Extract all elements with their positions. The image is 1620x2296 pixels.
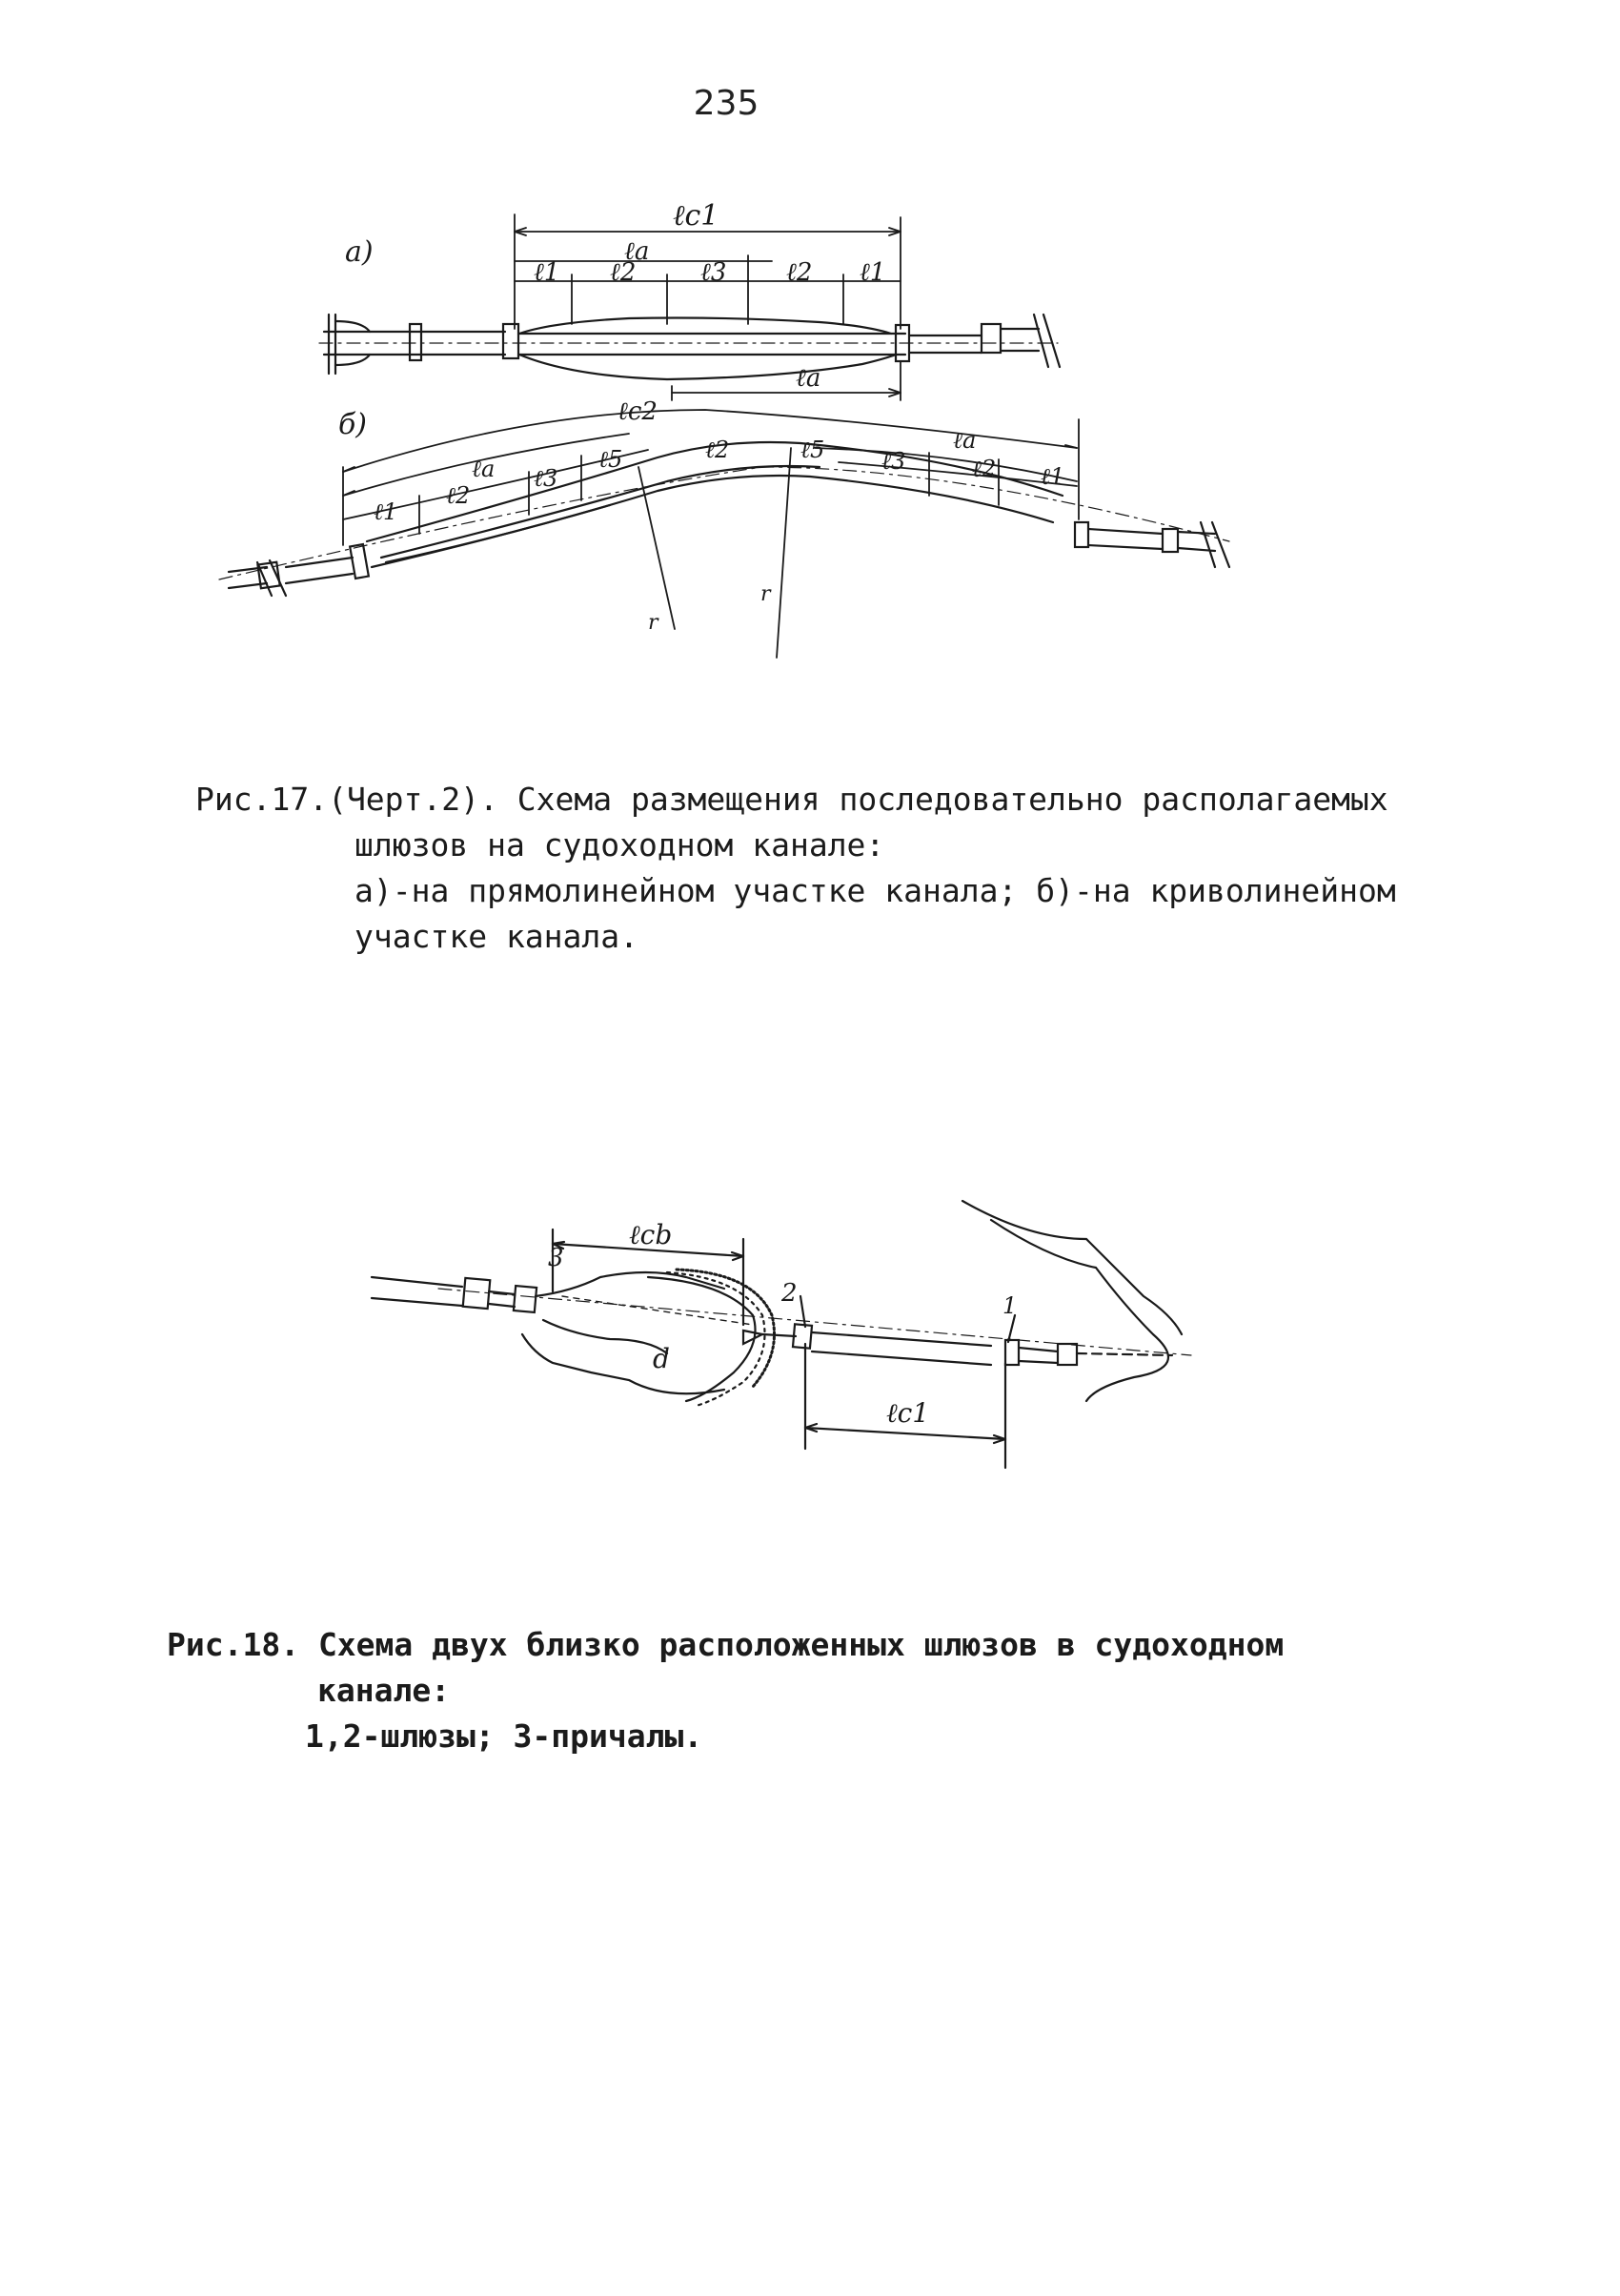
label-b-l5-left: ℓ5 <box>598 446 623 473</box>
label-r-left: r <box>648 611 658 635</box>
fig18-label-2: 2 <box>781 1279 798 1308</box>
label-l3: ℓ3 <box>700 258 727 287</box>
caption-17-line-3: а)-на прямолинейном участке канала; б)-на криволинейном <box>354 872 1396 909</box>
caption-18-line-3: 1,2-шлюзы; 3-причалы. <box>305 1717 703 1755</box>
label-b-l5-right: ℓ5 <box>800 437 825 463</box>
panel-b-canal <box>219 442 1229 596</box>
panel-a-canal <box>319 315 1060 379</box>
label-r-right: r <box>760 582 771 606</box>
figure-18-diagram <box>0 1144 1620 1544</box>
label-b-l3-left: ℓ3 <box>534 465 558 492</box>
label-lc1: ℓc1 <box>673 199 719 233</box>
label-b-l2-mid: ℓ2 <box>705 437 730 463</box>
fig18-label-d: d <box>653 1343 670 1374</box>
caption-18-line-1: Рис.18. Схема двух близко расположенных шлюзов в судоходном <box>167 1626 1285 1663</box>
caption-17-line-2: шлюзов на судоходном канале: <box>354 826 885 864</box>
fig18-label-3: 3 <box>548 1244 564 1272</box>
fig18-label-lc1: ℓc1 <box>886 1397 930 1429</box>
label-b-la-right: ℓa <box>953 427 977 454</box>
figure-18-caption <box>167 1622 1284 1759</box>
label-b-l1-left: ℓ1 <box>374 498 398 525</box>
fig18-label-1: 1 <box>1002 1292 1018 1319</box>
label-l2-left: ℓ2 <box>610 258 637 287</box>
label-lc2: ℓc2 <box>618 397 658 426</box>
caption-18-line-2: канале: <box>317 1672 451 1709</box>
label-la-bottom: ℓa <box>796 364 821 393</box>
label-l2-right: ℓ2 <box>786 258 813 287</box>
label-l1-left: ℓ1 <box>534 258 560 287</box>
label-la-top: ℓa <box>624 237 650 266</box>
label-b-l2-left: ℓ2 <box>446 482 471 509</box>
label-l1-right: ℓ1 <box>860 258 886 287</box>
caption-17-line-1: Рис.17.(Черт.2). Схема размещения последовательно располагаемых <box>195 781 1388 818</box>
label-b-l3-right: ℓ3 <box>881 448 906 475</box>
panel-b-label: б) <box>338 408 368 441</box>
label-b-l1-right: ℓ1 <box>1041 463 1065 490</box>
panel-a-dimensions <box>515 214 901 400</box>
figure-17-caption <box>195 777 1396 960</box>
caption-17-line-4: участке канала. <box>354 918 639 955</box>
panel-a-label: а) <box>345 235 374 269</box>
figure-17-diagram <box>0 0 1620 724</box>
fig18-label-lcb: ℓcb <box>629 1219 673 1250</box>
page-number: 235 <box>693 84 759 123</box>
label-b-la-left: ℓa <box>472 456 496 482</box>
label-b-l2-right: ℓ2 <box>972 456 997 482</box>
